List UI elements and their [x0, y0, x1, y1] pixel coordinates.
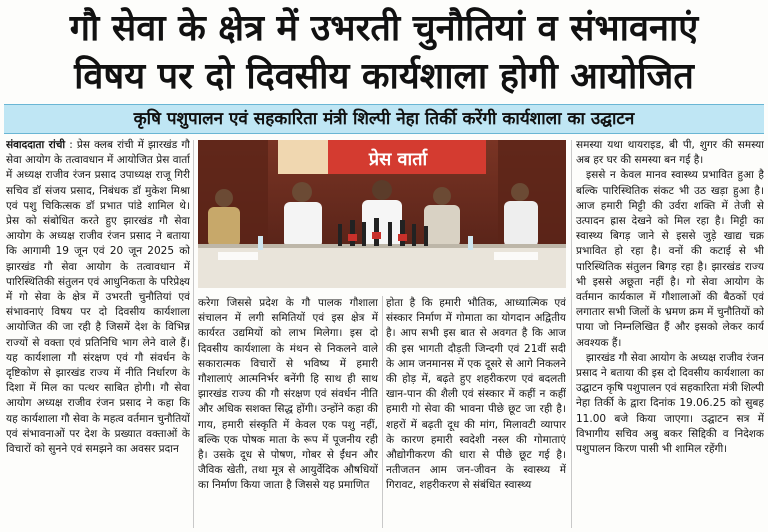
- press-banner-text: प्रेस वार्ता: [368, 149, 428, 170]
- column-4-paragraph: समस्या यथा थायराइड, बी पी, शुगर की समस्या अब हर घर की समस्या बन गई है।: [576, 139, 764, 167]
- subheadline-bar: [4, 104, 764, 134]
- article-column-3: [386, 296, 566, 530]
- press-table: [198, 244, 566, 288]
- column-4-paragraph: झारखंड गौ सेवा आयोग के अध्यक्ष राजीव रंजन प्रसाद ने बताया की इस दो दिवसीय कार्यशाला का उद्घाटन कृषि पशुपालन एवं सहकारिता मंत्री शिल्पी नेहा तिर्की के द्वारा दिनांक 19.06.25 को सुबह 11.00 बजे किया जाएगा। उद्घाटन सत्र में विभागीय सचिव अबु बकर सिद्दिकी व निदेशक पशुपालन किरण पासी भी शामिल रहेंगी।: [576, 351, 764, 456]
- banner-logo: [278, 140, 328, 174]
- column-3-paragraph: होता है कि हमारी भौतिक, आध्यात्मिक एवं संस्कार निर्माण में गोमाता का योगदान अद्वितीय है। आप सभी इस बात से अवगत है कि आज की इस भागती दौड़ती जिन्दगी एवं 21वीं सदी के आम जनमानस में एक दूसरे से आगे निकलने की होड़ में, बढ़ते हुए शहरीकरण एवं बदलती खान-पान की शैली एवं संस्कार में कहीं न कहीं हमारी गो सेवा की भावना पीछे छूट जा रही है। शहरों में बढ़ती दूध की मांग, मिलावटी व्यापार के कारण हमारी स्वदेशी नस्ल की गोमाताएं औद्योगीकरण की धारा से पीछे छूट गई है। नतीजतन आम जन-जीवन के स्वास्थ्य में गिरावट, शहरीकरण से संबंधित स्वास्थ्य: [386, 297, 566, 492]
- subheadline-text: कृषि पशुपालन एवं सहकारिता मंत्री शिल्पी नेहा तिर्की करेंगी कार्यशाला का उद्घाटन: [133, 109, 635, 129]
- column-1-text: : प्रेस क्लब रांची में झारखंड गौ सेवा आयोग के तत्वावधान में आयोजित प्रेस वार्ता में अध्यक्ष राजीव रंजन प्रसाद उपाध्यक्ष राजू गिरी सचिव डॉ संजय प्रसाद, निबंधक डॉ मुकेश मिश्रा एवं पशु चिकित्सक डॉ प्रभात पांडे शामिल थे। प्रेस को संबोधित करते हुए झारखंड गौ सेवा आयोग के अध्यक्ष राजीव रंजन प्रसाद ने बताया कि आगामी 19 जून एवं 20 जून 2025 को झारखंड गौ सेवा आयोग के तत्वावधान में पारिस्थितिकी संतुलन एवं आधुनिकता के परिप्रेक्ष्य में गो सेवा के क्षेत्र में उभरती चुनौतियां एवं संभावनाएं विषय पर दो दिवसीय कार्यशाला आयोजित की जा रही है जिसमें देश के विभिन्न राज्यों से वक्ता एवं प्रतिनिधि भाग लेने वाले हैं। यह कार्यशाला गौ संरक्षण एवं गौ संवर्धन के दृष्टिकोण से झारखंड राज्य में नीति निर्धारण के दिशा में मिल का पत्थर साबित होगी। गौ सेवा आयोग अध्यक्ष राजीव रंजन प्रसाद ने कहा कि यह कार्यशाला गौ सेवा के महत्व वर्तमान चुनौतियों एवं संभावनाओं पर देश के प्रख्यात वक्ताओं के विचारों को सुनने एवं समझने का अवसर प्रदान: [6, 139, 190, 456]
- column-1-paragraph: [6, 138, 190, 457]
- column-4-paragraph: इससे न केवल मानव स्वास्थ्य प्रभावित हुआ है बल्कि पारिस्थितिक संकट भी उठ खड़ा हुआ है। आज हमारी मिट्टी की उर्वरा शक्ति में तेजी से उत्पादन ह्रास देखने को मिल रहा है। मिट्टी का स्वास्थ्य बिगड़ जाने से इससे जुड़े खाद्य चक्र प्रभावित हो रहा है। वनों की कटाई से भी पारिस्थितिक संतुलन बिगड़ रहा है। झारखंड राज्य भी इससे अछूता नहीं है। गो सेवा आयोग के वर्तमान कार्यकाल में गौशालाओं की बैठकों एवं लगातार सभी जिलों के भ्रमण क्रम में चुनौतियों को पाया जो निम्नलिखित हैं और इसको लेकर कार्य अवश्यक हैं।: [576, 169, 764, 349]
- press-conference-photo: [198, 140, 566, 288]
- headline-line-2: विषय पर दो दिवसीय कार्यशाला होगी आयोजित: [74, 56, 694, 97]
- article-column-2: [198, 296, 378, 530]
- article-column-1: [6, 138, 190, 530]
- column-divider: [571, 140, 572, 528]
- headline-line-1: गौ सेवा के क्षेत्र में उभरती चुनौतियां व संभावनाएं: [69, 8, 699, 49]
- article-column-4: [576, 138, 764, 530]
- byline: संवाददाता रांची: [6, 139, 66, 151]
- column-2-paragraph: करेगा जिससे प्रदेश के गौ पालक गौशाला संचालन में लगी समितियों एवं इस क्षेत्र में कार्यरत उद्यमियों को लाभ मिलेगा। इस दो दिवसीय कार्यशाला के मंथन से निकलने वाले सकारात्मक विचारों से भविष्य में हमारी गौशालाएं आत्मनिर्भर बनेंगी हि साथ ही साथ झारखंड राज्य की गौ संरक्षण एवं संवर्धन नीति और अधिक सशक्त सिद्ध होंगी। उन्होंने कहा की गाय, हमारी संस्कृति में केवल एक पशु नहीं, बल्कि एक पोषक माता के रूप में पूजनीय रही है। उसके दूध से पोषण, गोबर से ईंधन और जैविक खेती, तथा मूत्र से आयुर्वेदिक औषधियों का निर्माण किया जाता है जिससे यह प्रमाणित: [198, 297, 378, 492]
- column-divider: [382, 296, 383, 528]
- column-divider: [193, 140, 194, 528]
- press-conference-illustration: [198, 140, 566, 288]
